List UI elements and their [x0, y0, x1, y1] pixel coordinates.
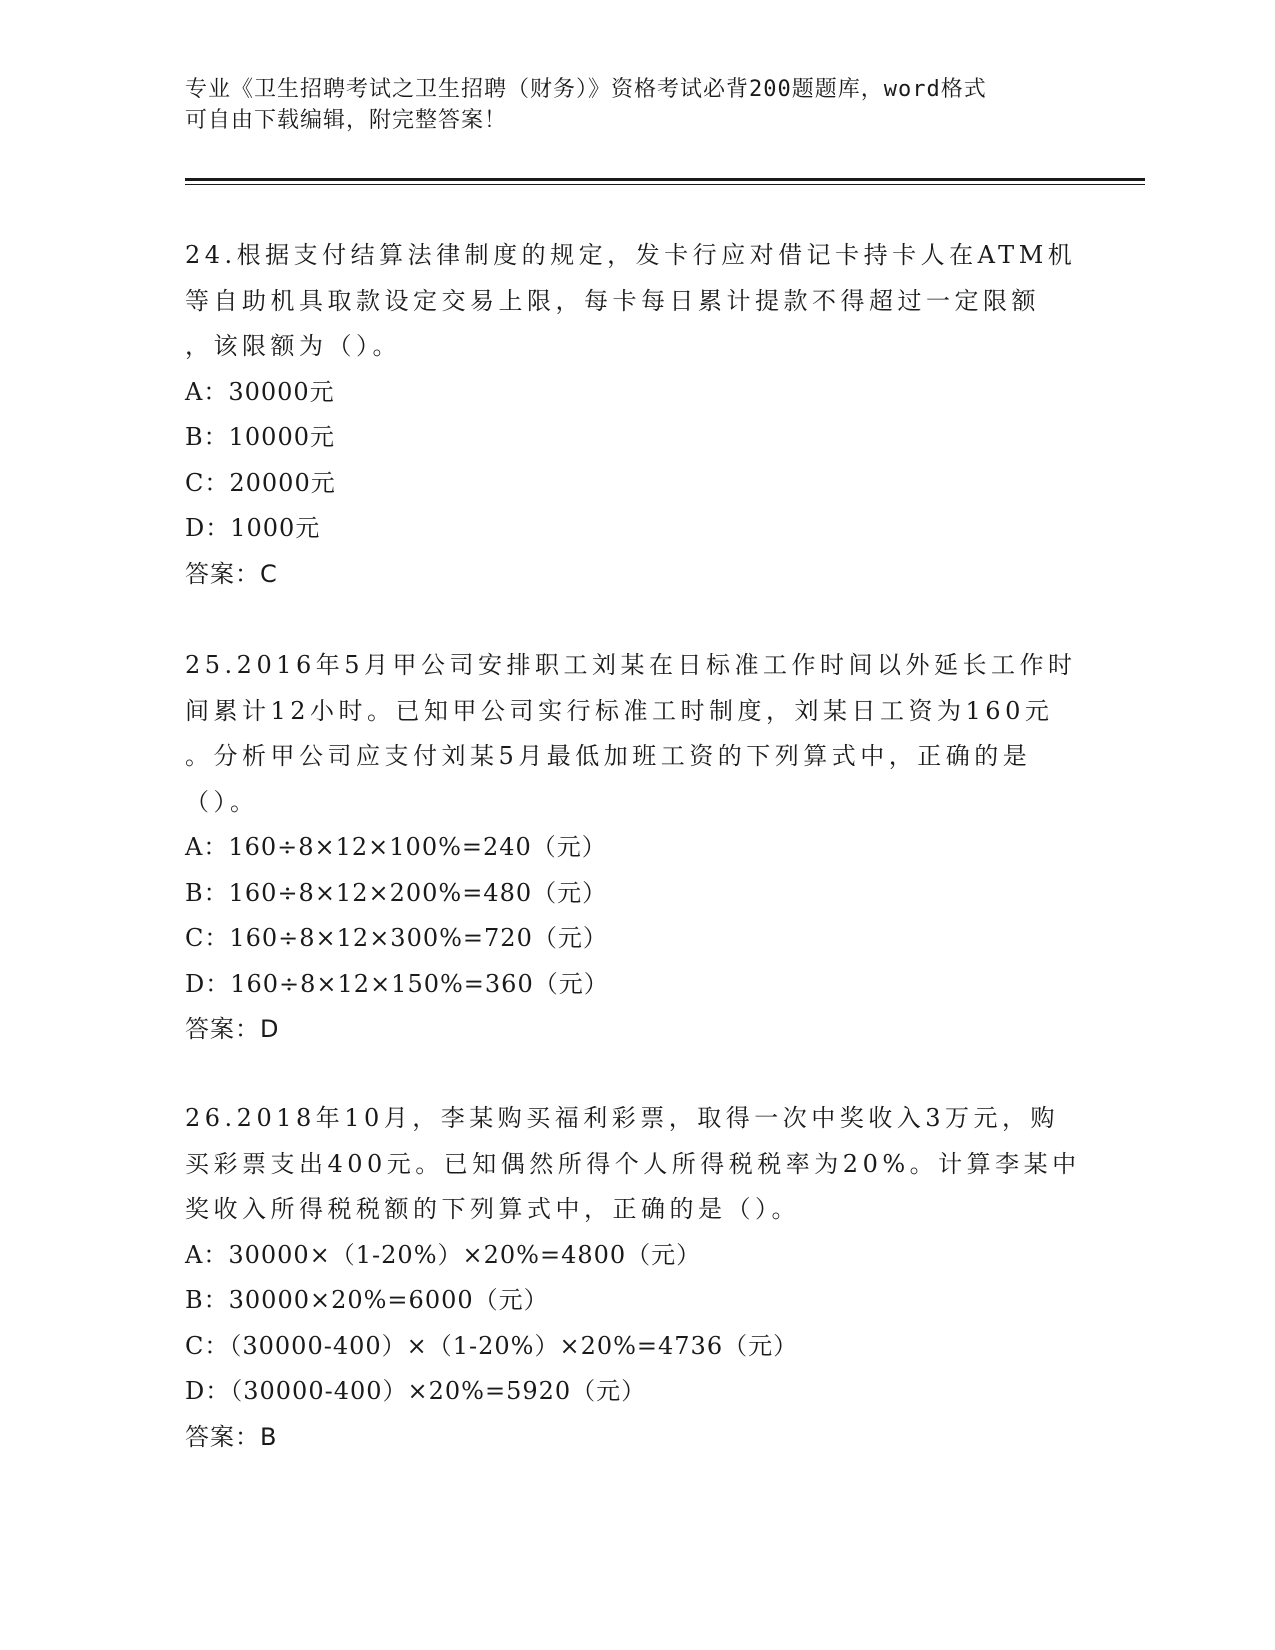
header-divider-thin: [185, 184, 1145, 185]
question-stem-line: 25.2016年5月甲公司安排职工刘某在日标准工作时间以外延长工作时: [185, 651, 1077, 679]
option-d: D：160÷8×12×150%=360（元）: [185, 969, 609, 998]
question-stem-line: （）。: [185, 787, 259, 816]
answer: 答案：B: [185, 1422, 278, 1451]
option-d: D：（30000-400）×20%=5920（元）: [185, 1377, 647, 1405]
answer: 答案：D: [185, 1015, 280, 1043]
option-d: D：1000元: [185, 514, 321, 542]
answer: 答案：C: [185, 559, 278, 588]
header-line: 专业《卫生招聘考试之卫生招聘（财务）》资格考试必背200题题库，word格式: [185, 77, 987, 102]
question-stem-line: 。分析甲公司应支付刘某5月最低加班工资的下列算式中，正确的是: [185, 742, 1032, 770]
question-26: [185, 1096, 1085, 1460]
option-b: B：10000元: [185, 423, 335, 451]
question-24: [185, 233, 1085, 597]
header-line: 可自由下载编辑，附完整答案！: [185, 108, 508, 133]
question-stem-line: 26.2018年10月，李某购买福利彩票，取得一次中奖收入3万元，购: [185, 1104, 1060, 1132]
option-c: C：160÷8×12×300%=720（元）: [185, 924, 608, 952]
option-a: A：30000元: [185, 377, 335, 406]
question-stem-line: 奖收入所得税税额的下列算式中，正确的是（）。: [185, 1195, 800, 1223]
option-a: A：30000×（1-20%）×20%=4800（元）: [185, 1240, 702, 1269]
option-b: B：160÷8×12×200%=480（元）: [185, 878, 608, 907]
question-stem-line: 间累计12小时。已知甲公司实行标准工时制度，刘某日工资为160元: [185, 696, 1054, 725]
option-a: A：160÷8×12×100%=240（元）: [185, 833, 607, 861]
option-c: C：20000元: [185, 468, 336, 497]
question-25: [185, 643, 1085, 1053]
question-stem-line: ，该限额为（）。: [185, 332, 401, 360]
question-stem-line: 买彩票支出400元。已知偶然所得个人所得税税率为20%。计算李某中: [185, 1149, 1081, 1178]
option-b: B：30000×20%=6000（元）: [185, 1286, 549, 1314]
question-stem-line: 24.根据支付结算法律制度的规定，发卡行应对借记卡持卡人在ATM机: [185, 241, 1077, 269]
header-divider-thick: [185, 178, 1145, 181]
option-c: C：（30000-400）×（1-20%）×20%=4736（元）: [185, 1331, 799, 1360]
question-stem-line: 等自助机具取款设定交易上限，每卡每日累计提款不得超过一定限额: [185, 286, 1040, 315]
document-header: [185, 74, 1085, 136]
